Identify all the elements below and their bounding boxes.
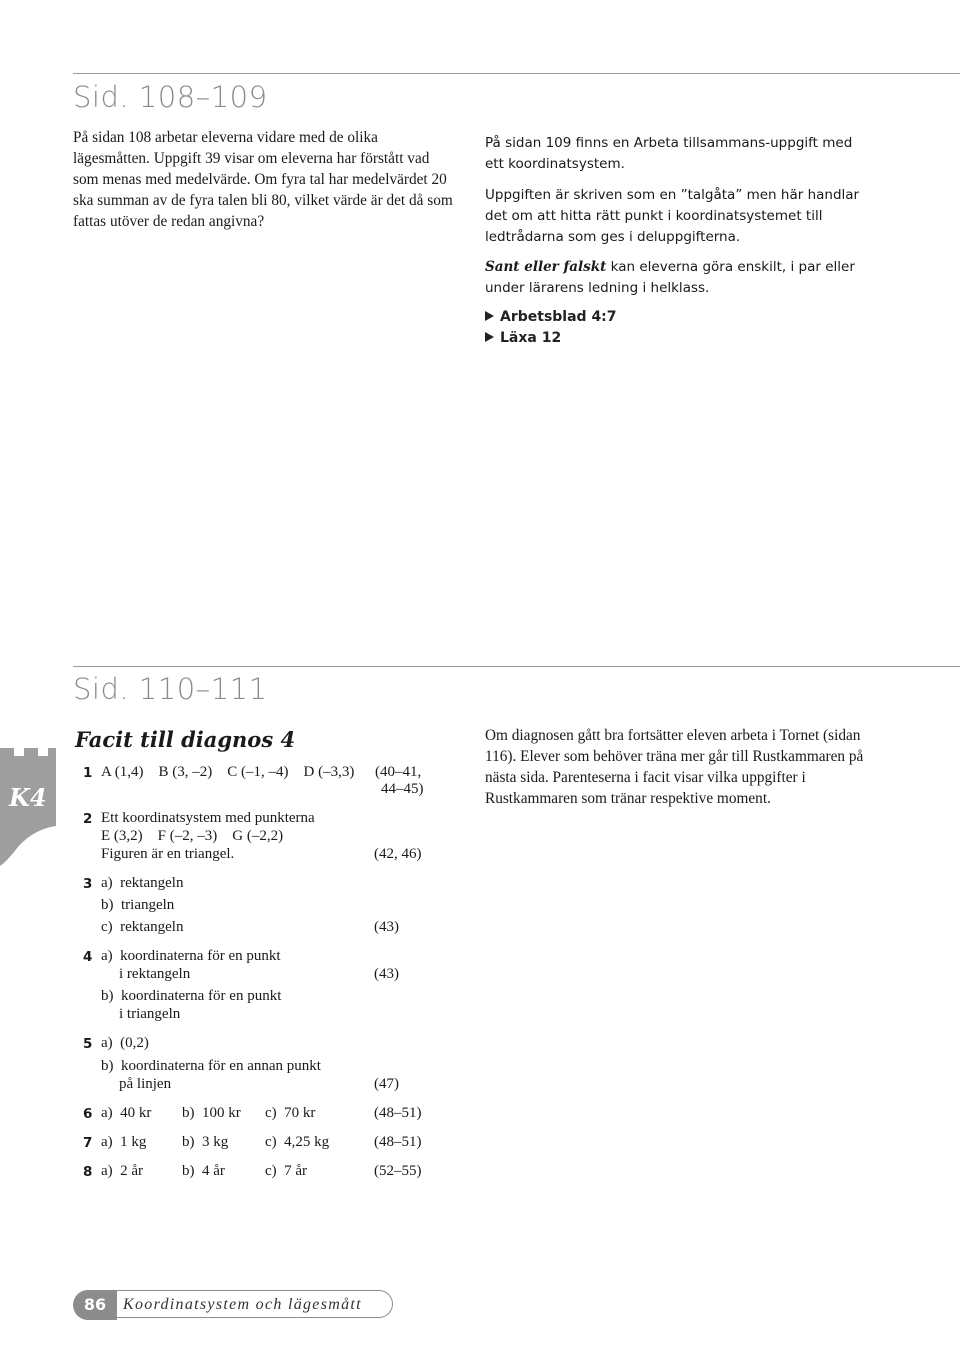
answer-6-number: 6 bbox=[83, 1106, 93, 1122]
right-paragraph-109-1: På sidan 109 finns en Arbeta tillsammans-uppgift med ett koordinatsystem. bbox=[485, 135, 853, 172]
answer-2-line1: Ett koordinatsystem med punkterna bbox=[101, 810, 315, 826]
page-footer bbox=[73, 1290, 395, 1320]
answer-3c: c) rektangeln bbox=[101, 919, 184, 935]
answer-1-text: A (1,4) B (3, –2) C (–1, –4) D (–3,3) bbox=[101, 764, 355, 780]
answer-7b: b) 3 kg bbox=[182, 1134, 229, 1150]
answer-2-line2: E (3,2) F (–2, –3) G (–2,2) bbox=[101, 828, 284, 844]
answer-6a: a) 40 kr bbox=[101, 1105, 152, 1121]
answer-5-number: 5 bbox=[83, 1036, 93, 1052]
answer-6c: c) 70 kr bbox=[265, 1105, 316, 1121]
answer-4b-line2: i triangeln bbox=[119, 1006, 181, 1022]
answer-2-number: 2 bbox=[83, 811, 93, 827]
answer-7a: a) 1 kg bbox=[101, 1134, 147, 1150]
answer-1-ref-cont: 44–45) bbox=[381, 781, 424, 797]
answer-8b: b) 4 år bbox=[182, 1163, 225, 1179]
sant-eller-falskt-text: kan eleverna göra enskilt, i par eller under lärarens ledning i helklass. bbox=[485, 259, 855, 296]
answer-3-number: 3 bbox=[83, 876, 93, 892]
section-heading-110-111: Sid. 110–111 bbox=[73, 672, 268, 706]
answer-5b-line2: på linjen bbox=[119, 1076, 172, 1092]
answer-4-ref: (43) bbox=[374, 966, 399, 982]
section-heading-108-109: Sid. 108–109 bbox=[73, 80, 268, 114]
middle-rule bbox=[73, 666, 960, 667]
chapter-tab-k4 bbox=[0, 748, 56, 868]
right-paragraph-109-2: Uppgiften är skriven som en ”talgåta” men här handlar det om att hitta rätt punkt i koordinatsystemet till ledtrådarna som ges i deluppgifterna. bbox=[485, 187, 860, 245]
answer-2-ref: (42, 46) bbox=[374, 846, 422, 862]
answer-1-ref: (40–41, bbox=[375, 764, 422, 780]
answer-7-number: 7 bbox=[83, 1135, 93, 1151]
facit-right-paragraph: Om diagnosen gått bra fortsätter eleven arbeta i Tornet (sidan 116). Elever som behöver träna mer går till Rustkammaren på nästa sida. Parenteserna i facit visar vilka uppgifter i Rustkammaren som tränar respektive moment. bbox=[485, 727, 864, 807]
answer-8-number: 8 bbox=[83, 1164, 93, 1180]
page-number: 86 bbox=[73, 1290, 117, 1320]
answer-3a: a) rektangeln bbox=[101, 875, 184, 891]
ref-arbetsblad bbox=[485, 309, 617, 325]
answer-5a: a) (0,2) bbox=[101, 1035, 149, 1051]
sant-eller-falskt-label: Sant eller falskt bbox=[485, 259, 607, 275]
answer-7c: c) 4,25 kg bbox=[265, 1134, 330, 1150]
answer-5b-line1: b) koordinaterna för en annan punkt bbox=[101, 1058, 321, 1074]
answer-1-number: 1 bbox=[83, 765, 93, 781]
ref-laxa-label: Läxa 12 bbox=[500, 330, 562, 346]
left-paragraph-108: På sidan 108 arbetar eleverna vidare med de olika lägesmåtten. Uppgift 39 visar om eleverna har förstått vad som menas med medelvärde. Om fyra tal har medelvärdet 20 ska summan av de fyra talen bli 80, vilket värde är det då som fattas utöver de redan angivna? bbox=[73, 129, 453, 230]
answer-3b: b) triangeln bbox=[101, 897, 175, 913]
answer-2-line3: Figuren är en triangel. bbox=[101, 846, 235, 862]
answer-4a-line1: a) koordinaterna för en punkt bbox=[101, 948, 281, 964]
arrow-right-icon bbox=[485, 332, 494, 342]
facit-title: Facit till diagnos 4 bbox=[75, 727, 296, 752]
arrow-right-icon bbox=[485, 311, 494, 321]
answer-4b-line1: b) koordinaterna för en punkt bbox=[101, 988, 282, 1004]
answer-4a-line2: i rektangeln bbox=[119, 966, 191, 982]
answer-5-ref: (47) bbox=[374, 1076, 399, 1092]
ref-arbetsblad-label: Arbetsblad 4:7 bbox=[500, 309, 617, 325]
answer-8-ref: (52–55) bbox=[374, 1163, 422, 1179]
answer-8a: a) 2 år bbox=[101, 1163, 144, 1179]
answer-6-ref: (48–51) bbox=[374, 1105, 422, 1121]
top-rule bbox=[73, 73, 960, 74]
answer-3-ref: (43) bbox=[374, 919, 399, 935]
footer-chapter-title: Koordinatsystem och lägesmått bbox=[117, 1290, 393, 1318]
answer-6b: b) 100 kr bbox=[182, 1105, 241, 1121]
answer-7-ref: (48–51) bbox=[374, 1134, 422, 1150]
right-paragraph-109-3 bbox=[485, 257, 865, 299]
answer-8c: c) 7 år bbox=[265, 1163, 308, 1179]
ref-laxa bbox=[485, 330, 561, 346]
chapter-tab-label: K4 bbox=[9, 783, 47, 812]
answer-4-number: 4 bbox=[83, 949, 93, 965]
